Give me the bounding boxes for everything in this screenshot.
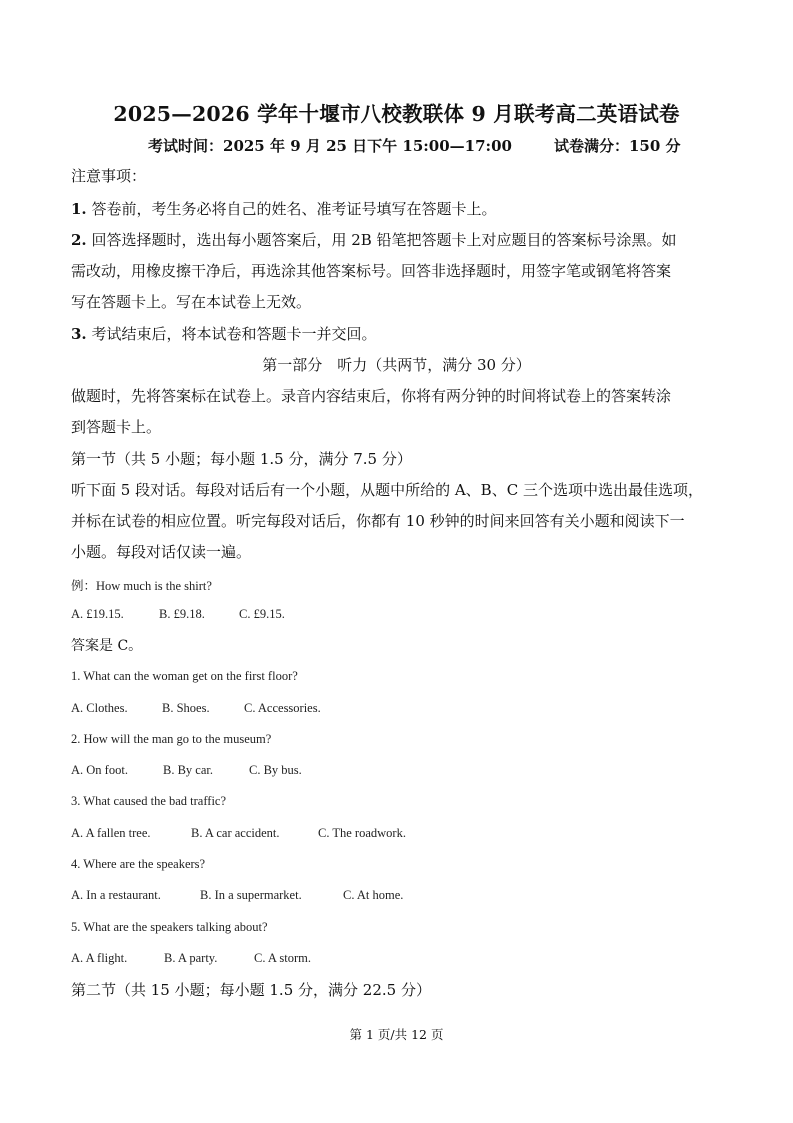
notice-item-2-line-1 — [71, 230, 731, 250]
option-b: B. By car. — [163, 763, 213, 777]
question-2-options — [71, 763, 731, 778]
option-a: A. Clothes. — [71, 701, 128, 715]
page-number: 第 1 页/共 12 页 — [349, 1027, 444, 1042]
section1-instr-line-3: 小题。每段对话仅读一遍。 — [71, 543, 252, 561]
notice-item-1 — [71, 199, 731, 219]
notice-item-number: 3. — [71, 325, 87, 343]
option-a: A. £19.15. — [71, 607, 124, 621]
exam-time: 考试时间：2025 年 9 月 25 日下午 15:00—17:00 — [148, 137, 512, 155]
example-answer: 答案是 C。 — [71, 638, 143, 654]
part1-intro-line-1: 做题时，先将答案标在试卷上。录音内容结束后，你将有两分钟的时间将试卷上的答案转涂 — [71, 387, 672, 405]
section1-heading: 第一节（共 5 小题；每小题 1.5 分，满分 7.5 分） — [71, 450, 412, 468]
option-b: B. Shoes. — [162, 701, 210, 715]
question-1-options — [71, 701, 731, 716]
question-5-options — [71, 951, 731, 966]
option-c: C. A storm. — [254, 951, 311, 965]
exam-meta — [148, 135, 681, 156]
option-c: C. £9.15. — [239, 607, 285, 621]
section1-instr-line-1: 听下面 5 段对话。每段对话后有一个小题，从题中所给的 A、B、C 三个选项中选出最佳选项， — [71, 481, 703, 499]
notice-item-2-line-3: 写在答题卡上。写在本试卷上无效。 — [71, 293, 312, 311]
option-a: A. A flight. — [71, 951, 128, 965]
option-a: A. In a restaurant. — [71, 888, 161, 902]
option-b: B. A party. — [164, 951, 218, 965]
part1-intro-line-2: 到答题卡上。 — [71, 418, 162, 436]
question-5: 5. What are the speakers talking about? — [71, 920, 268, 934]
full-score: 试卷满分：150 分 — [553, 137, 681, 155]
option-c: C. At home. — [343, 888, 404, 902]
question-4: 4. Where are the speakers? — [71, 857, 206, 871]
exam-title: 2025—2026 学年十堰市八校教联体 9 月联考高二英语试卷 — [113, 102, 680, 126]
notice-item-3 — [71, 324, 731, 344]
option-b: B. In a supermarket. — [200, 888, 302, 902]
notice-item-2-line-2: 需改动，用橡皮擦干净后，再选涂其他答案标号。回答非选择题时，用签字笔或钢笔将答案 — [71, 262, 672, 280]
option-a: A. A fallen tree. — [71, 826, 151, 840]
notice-item-text: 考试结束后，将本试卷和答题卡一并交回。 — [91, 325, 377, 343]
section1-instr-line-2: 并标在试卷的相应位置。听完每段对话后，你都有 10 秒钟的时间来回答有关小题和阅读下一 — [71, 512, 685, 530]
question-3-options — [71, 826, 731, 841]
notice-item-number: 2. — [71, 231, 87, 249]
option-c: C. The roadwork. — [318, 826, 406, 840]
example-options — [71, 607, 731, 622]
notice-item-number: 1. — [71, 200, 87, 218]
option-a: A. On foot. — [71, 763, 128, 777]
option-c: C. By bus. — [249, 763, 302, 777]
question-1: 1. What can the woman get on the first floor? — [71, 669, 298, 683]
notice-item-text: 答卷前，考生务必将自己的姓名、准考证号填写在答题卡上。 — [91, 200, 497, 218]
section2-heading: 第二节（共 15 小题；每小题 1.5 分，满分 22.5 分） — [71, 981, 431, 999]
question-4-options — [71, 888, 731, 903]
question-2: 2. How will the man go to the museum? — [71, 732, 272, 746]
example-question: 例：How much is the shirt? — [71, 579, 212, 593]
option-b: B. A car accident. — [191, 826, 280, 840]
notice-heading: 注意事项： — [71, 167, 147, 185]
part1-heading: 第一部分 听力（共两节，满分 30 分） — [262, 356, 531, 374]
option-b: B. £9.18. — [159, 607, 205, 621]
notice-item-text: 回答选择题时，选出每小题答案后，用 2B 铅笔把答题卡上对应题目的答案标号涂黑。如 — [91, 231, 677, 249]
question-3: 3. What caused the bad traffic? — [71, 794, 227, 808]
option-c: C. Accessories. — [244, 701, 321, 715]
